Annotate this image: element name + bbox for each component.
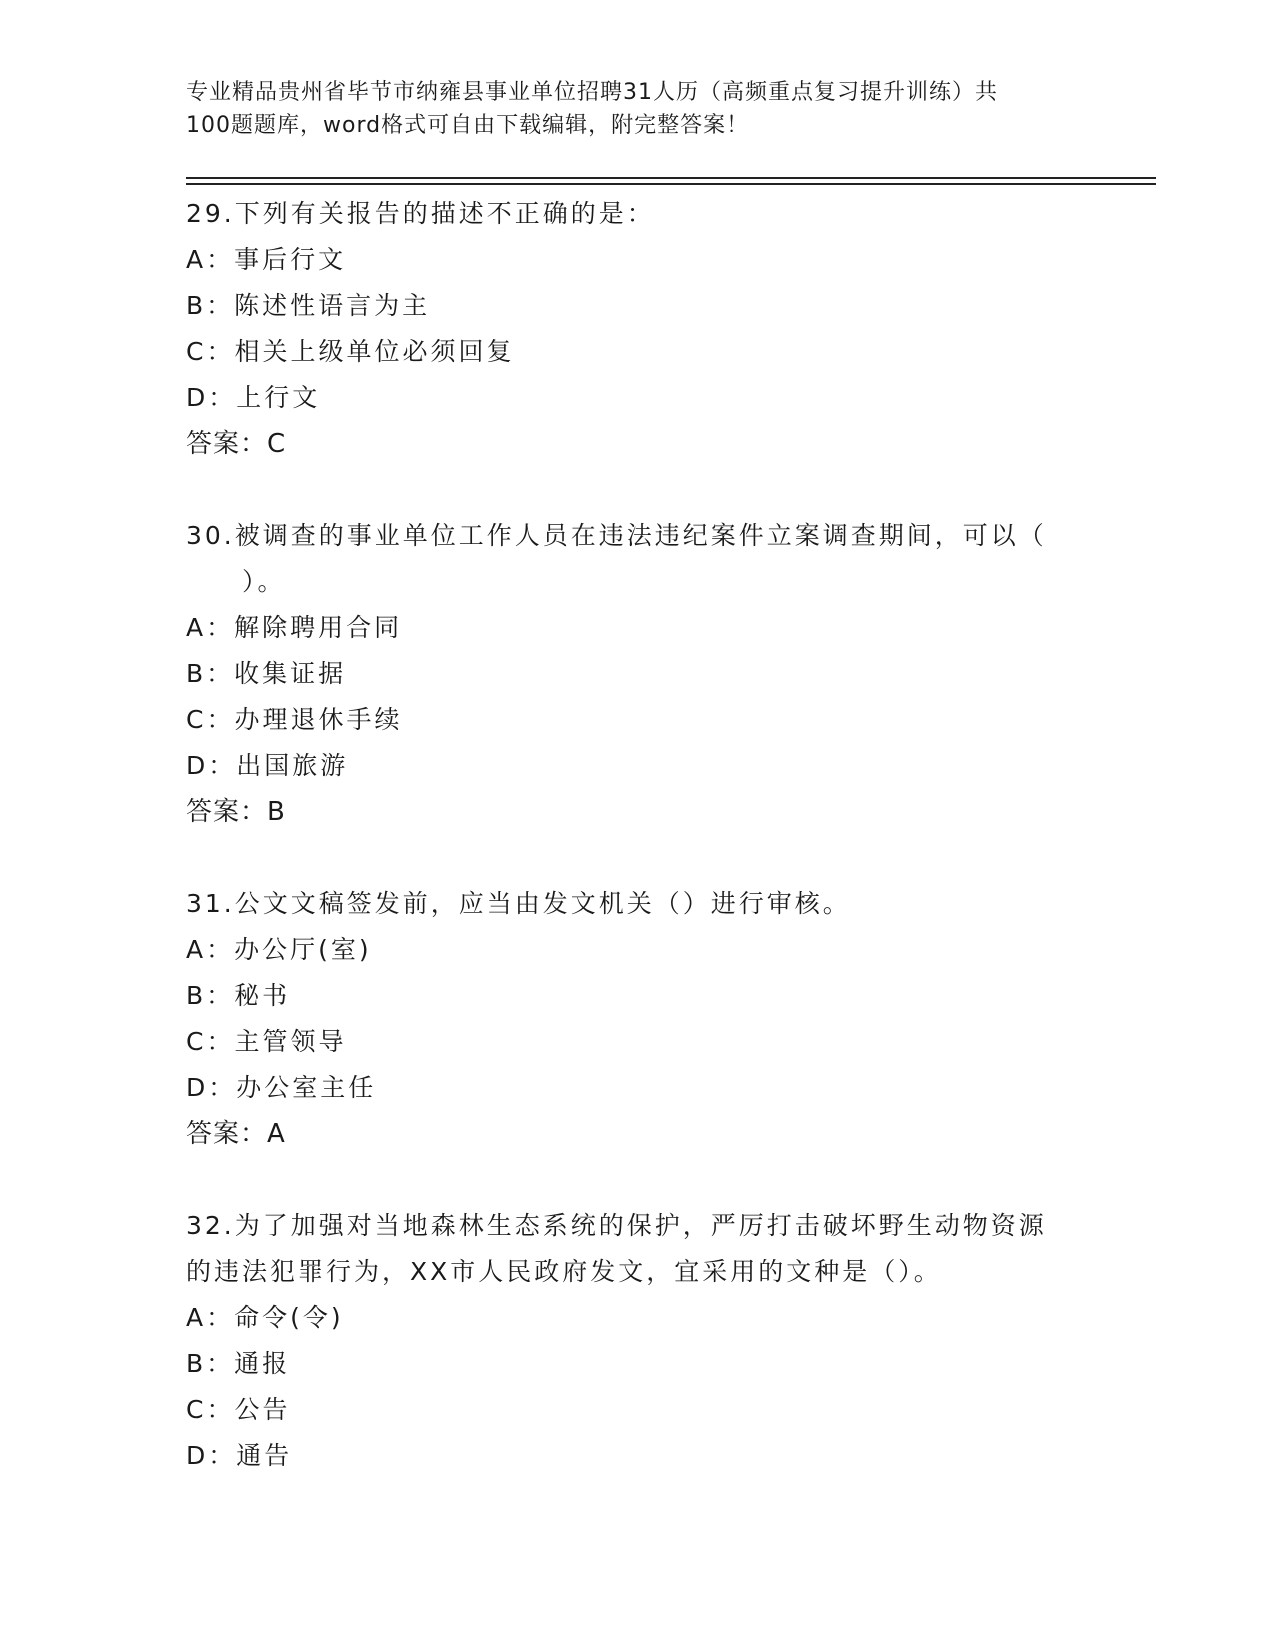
option-c: C：相关上级单位必须回复 xyxy=(186,337,515,366)
header-rule-top xyxy=(186,177,1156,179)
option-c: C：公告 xyxy=(186,1395,291,1424)
question-stem-continuation: ）。 xyxy=(242,567,286,596)
option-a: A：办公厅(室) xyxy=(186,935,372,964)
option-a: A：事后行文 xyxy=(186,245,347,274)
question-list xyxy=(186,191,1086,1525)
answer-line: 答案：A xyxy=(186,1119,286,1149)
option-c: C：主管领导 xyxy=(186,1027,347,1056)
option-b: B：秘书 xyxy=(186,981,291,1010)
answer-line: 答案：C xyxy=(186,429,287,459)
question-29 xyxy=(186,191,1086,467)
option-b: B：收集证据 xyxy=(186,659,347,688)
header-rule-bottom xyxy=(186,183,1156,185)
option-d: D：出国旅游 xyxy=(186,751,349,780)
question-31 xyxy=(186,881,1086,1157)
option-b: B：通报 xyxy=(186,1349,291,1378)
question-30 xyxy=(186,513,1086,835)
option-a: A：解除聘用合同 xyxy=(186,613,403,642)
question-stem: 32.为了加强对当地森林生态系统的保护，严厉打击破坏野生动物资源 xyxy=(186,1211,1047,1240)
question-stem: 29.下列有关报告的描述不正确的是： xyxy=(186,199,655,228)
header-line-2 xyxy=(186,109,1086,142)
question-stem: 30.被调查的事业单位工作人员在违法违纪案件立案调查期间，可以（ xyxy=(186,521,1047,550)
option-d: D：上行文 xyxy=(186,383,321,412)
question-32 xyxy=(186,1203,1086,1479)
question-stem: 31.公文文稿签发前，应当由发文机关（）进行审核。 xyxy=(186,889,851,918)
question-stem-continuation: 的违法犯罪行为，XX市人民政府发文，宜采用的文种是（）。 xyxy=(186,1257,942,1286)
header-count: 100题 xyxy=(186,113,254,138)
option-a: A：命令(令) xyxy=(186,1303,344,1332)
option-b: B：陈述性语言为主 xyxy=(186,291,431,320)
answer-line: 答案：B xyxy=(186,797,286,827)
header-line-1: 专业精品贵州省毕节市纳雍县事业单位招聘31人历（高频重点复习提升训练）共 xyxy=(186,80,998,105)
option-d: D：通告 xyxy=(186,1441,293,1470)
option-c: C：办理退休手续 xyxy=(186,705,403,734)
option-d: D：办公室主任 xyxy=(186,1073,377,1102)
document-header xyxy=(186,76,1086,142)
header-description: 题库，word格式可自由下载编辑，附完整答案！ xyxy=(254,113,750,138)
